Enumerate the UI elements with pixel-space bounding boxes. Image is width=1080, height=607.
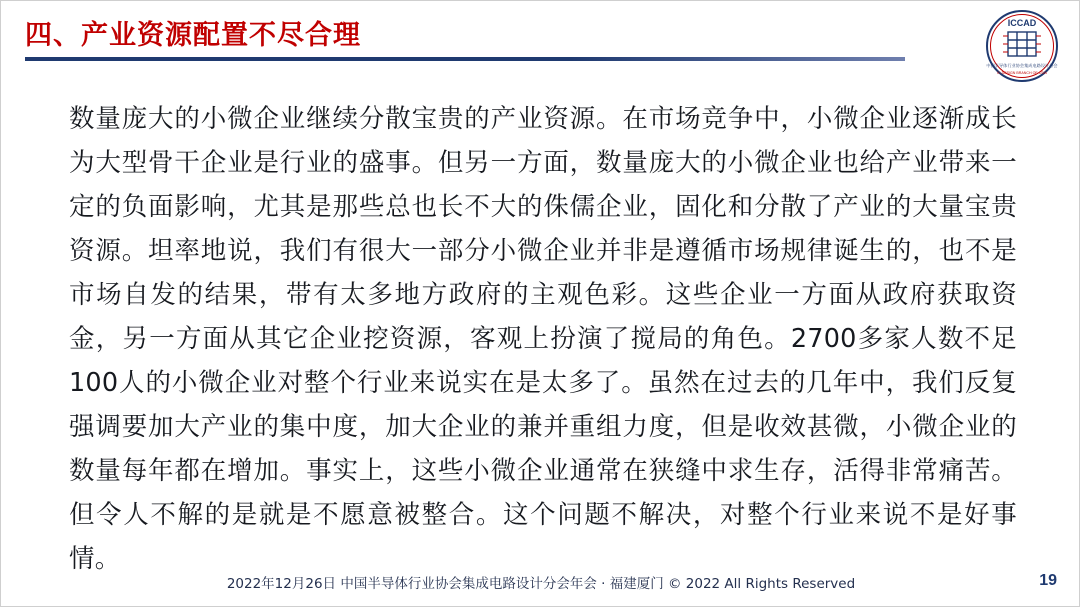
slide-body-text: 数量庞大的小微企业继续分散宝贵的产业资源。在市场竞争中，小微企业逐渐成长为大型骨干企业是行业的盛事。但另一方面，数量庞大的小微企业也给产业带来一定的负面影响，尤其是那些总也长不大的侏儒企业，固化和分散了产业的大量宝贵资源。坦率地说，我们有很大一部分小微企业并非是遵循市场规律诞生的，也不是市场自发的结果，带有太多地方政府的主观色彩。这些企业一方面从政府获取资金，另一方面从其它企业挖资源，客观上扮演了搅局的角色。2700多家人数不足100人的小微企业对整个行业来说实在是太多了。虽然在过去的几年中，我们反复强调要加大产业的集中度，加大企业的兼并重组力度，但是收效甚微，小微企业的数量每年都在增加。事实上，这些小微企业通常在狭缝中求生存，活得非常痛苦。但令人不解的是就是不愿意被整合。这个问题不解决，对整个行业来说不是好事情。 <box>69 104 1017 574</box>
page-title: 四、产业资源配置不尽合理 <box>25 20 361 50</box>
title-divider <box>25 57 905 61</box>
svg-text:中国半导体行业协会集成电路设计分会: 中国半导体行业协会集成电路设计分会 <box>986 63 1058 68</box>
slide-header <box>1 1 1080 69</box>
svg-text:IC DESIGN BRANCH OF CSIA: IC DESIGN BRANCH OF CSIA <box>997 71 1047 75</box>
footer-text: 2022年12月26日 中国半导体行业协会集成电路设计分会年会 · 福建厦门 © 2022 All Rights Reserved <box>226 576 856 592</box>
iccad-logo <box>985 9 1059 83</box>
slide-footer <box>1 572 1080 596</box>
page-number: 19 <box>1039 572 1057 589</box>
svg-text:ICCAD: ICCAD <box>1007 18 1037 28</box>
